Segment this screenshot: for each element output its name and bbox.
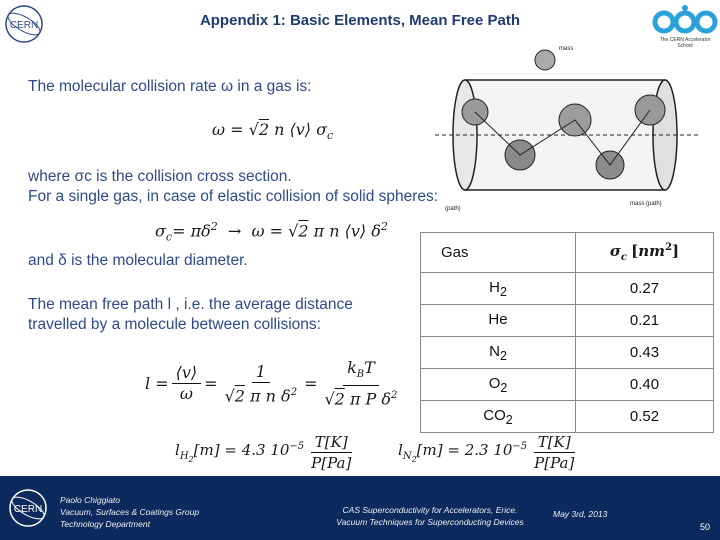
- footer-event-2: Vacuum Techniques for Superconducting Devices: [336, 517, 524, 527]
- table-row: [421, 305, 714, 337]
- gas-name: O: [488, 374, 501, 392]
- figure-label-path: (path): [445, 206, 461, 212]
- gas-subscript: 2: [499, 284, 507, 299]
- table-row: [421, 273, 714, 305]
- table-cell-value: 0.40: [576, 369, 714, 401]
- text-travelled: travelled by a molecule between collisions:: [28, 316, 321, 333]
- table-cell-value: 0.27: [576, 273, 714, 305]
- cross-section-table: [420, 232, 714, 433]
- table-row: [421, 401, 714, 433]
- gas-name: He: [488, 310, 508, 328]
- gas-name: H: [489, 278, 500, 296]
- table-row: [421, 369, 714, 401]
- equation-sigma: $\sigma_c= \pi\delta^2 \to \omega = √2$ π n ⟨v⟩ $\delta^2$: [155, 220, 388, 244]
- equation-mean-free-path: l = $\frac{⟨v⟩}{\omega}$ = $\frac{1}{√2 \pi n \delta^2}$ = $\frac{k_BT}{√2 \pi P \delta^2}$: [145, 358, 398, 409]
- footer-bar: [0, 476, 720, 540]
- gas-subscript: 2: [499, 348, 507, 363]
- footer-logo-text: CERN: [13, 504, 43, 515]
- text-mean-free-path: The mean free path l , i.e. the average distance: [28, 296, 353, 313]
- table-header-gas: Gas: [421, 233, 576, 273]
- text-diameter: and δ is the molecular diameter.: [28, 252, 248, 269]
- gas-subscript: 2: [500, 380, 508, 395]
- page-title: Appendix 1: Basic Elements, Mean Free Path: [199, 12, 521, 29]
- svg-text:CERN: CERN: [9, 20, 39, 31]
- figure-label-mass-path: mass (path): [630, 201, 662, 207]
- table-cell-value: 0.52: [576, 401, 714, 433]
- footer-date: May 3rd, 2013: [553, 509, 608, 519]
- cern-footer-logo-icon: [8, 488, 48, 528]
- page-number: 50: [700, 522, 711, 532]
- collision-cylinder-figure: [425, 40, 705, 230]
- gas-subscript: 2: [505, 412, 513, 427]
- table-row: [421, 337, 714, 369]
- equation-l-h2: $l_{H_2}[m] = 4.3$ $10^{-5}$ $\frac{T[K]}{P[Pa]}$: [175, 433, 352, 472]
- equation-omega: ω = √2 n ⟨v⟩ $\sigma_c$: [212, 120, 334, 143]
- table-cell-value: 0.21: [576, 305, 714, 337]
- gas-name: CO: [483, 406, 506, 424]
- footer-event: CAS Superconductivity for Accelerators, Erice.: [342, 505, 518, 515]
- equation-l-n2: $l_{N_2}[m] = 2.3$ $10^{-5}$ $\frac{T[K]}{P[Pa]}$: [398, 433, 575, 472]
- text-collision-rate: The molecular collision rate ω in a gas is:: [28, 78, 312, 95]
- text-cross-section: where σc is the collision cross section.: [28, 168, 292, 185]
- figure-label-mass: mass: [559, 46, 574, 52]
- text-single-gas: For a single gas, in case of elastic collision of solid spheres:: [28, 188, 439, 205]
- footer-group: Vacuum, Surfaces & Coatings Group: [60, 507, 200, 517]
- cas-logo-caption: The CERN Accelerator School: [659, 37, 711, 49]
- footer-department: Technology Department: [60, 519, 150, 529]
- table-cell-value: 0.43: [576, 337, 714, 369]
- footer-author: Paolo Chiggiato: [60, 495, 121, 505]
- gas-name: N: [489, 342, 500, 360]
- table-header-sigma: $\sigma_c$ $[nm^2]$: [576, 233, 714, 273]
